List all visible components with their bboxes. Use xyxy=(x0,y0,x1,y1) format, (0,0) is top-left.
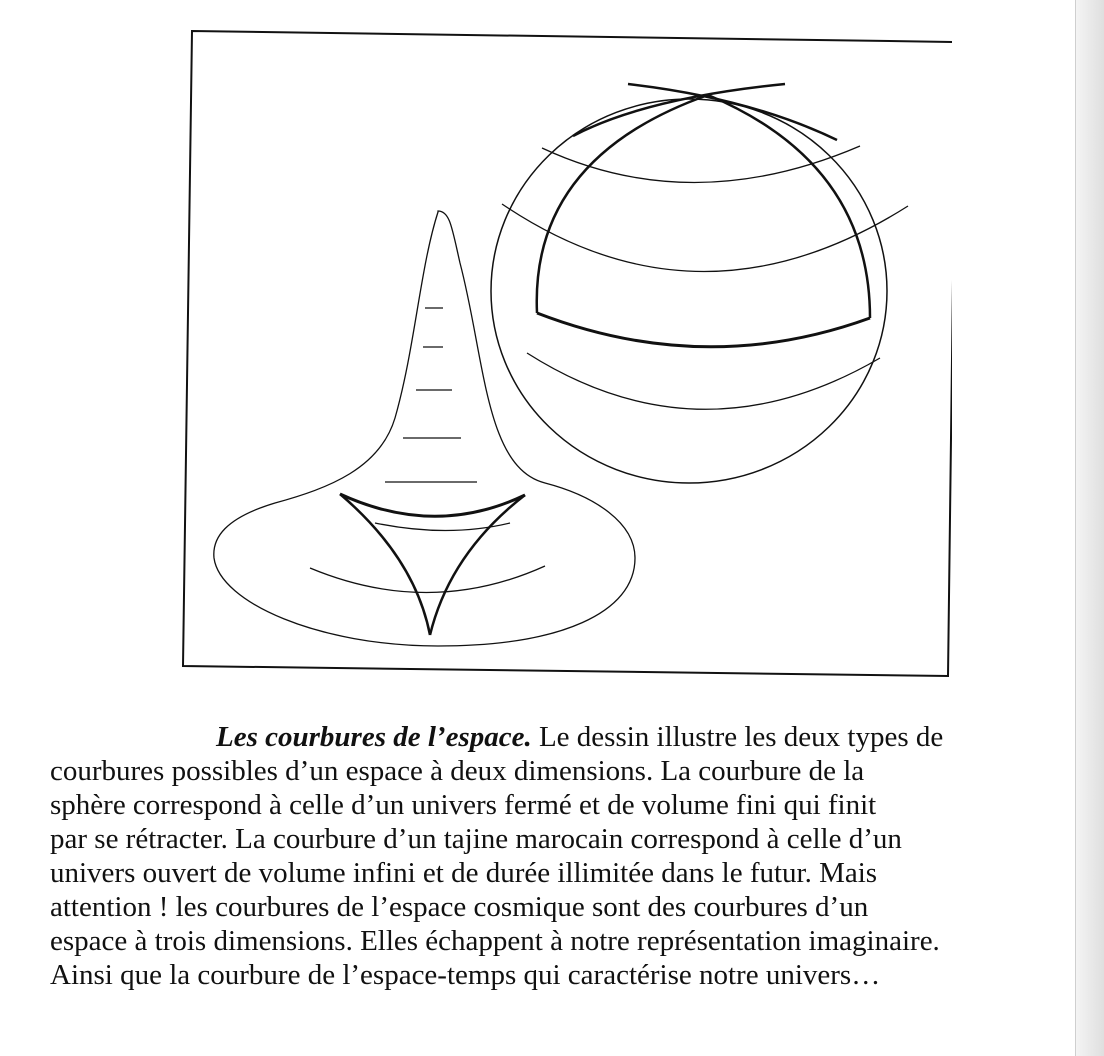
caption-text: Le dessin illustre les deux types de xyxy=(538,721,944,753)
tajine-lower-curve xyxy=(310,566,545,593)
caption-line-8: Ainsi que la courbure de l’espace-temps qui caractérise notre univers… xyxy=(50,959,881,991)
tajine-icon xyxy=(214,211,635,646)
caption-line-6: attention ! les courbures de l’espace cosmique sont des courbures d’un xyxy=(50,891,869,923)
caption-line-4: par se rétracter. La courbure d’un tajine marocain correspond à celle d’un xyxy=(50,823,902,855)
sphere-parallel-4 xyxy=(522,356,870,411)
figure-frame xyxy=(183,31,952,676)
tajine-triangle-top xyxy=(340,494,525,516)
caption-line-2: courbures possibles d’un espace à deux dimensions. La courbure de la xyxy=(50,755,865,787)
sphere-triangle-left xyxy=(537,95,708,313)
page-edge xyxy=(1075,0,1104,1056)
figure-caption xyxy=(50,720,1068,992)
tajine-outline xyxy=(214,211,635,646)
sphere-icon xyxy=(491,84,908,483)
caption-line-5: univers ouvert de volume infini et de durée illimitée dans le futur. Mais xyxy=(50,857,878,889)
sphere-parallel-3 xyxy=(527,353,880,409)
caption-title: Les courbures de l’espace. xyxy=(216,721,532,753)
caption-line-3: sphère correspond à celle d’un univers fermé et de volume fini qui finit xyxy=(50,789,877,821)
caption-line-1 xyxy=(50,720,1068,754)
figure-drawing xyxy=(180,28,952,678)
sphere-outline xyxy=(491,99,887,483)
figure-curvatures xyxy=(180,28,952,678)
sphere-triangle-right xyxy=(708,95,870,318)
sphere-triangle-base xyxy=(537,313,870,347)
caption-line-7: espace à trois dimensions. Elles échappent à notre représentation imaginaire. xyxy=(50,925,940,957)
sphere-arc-right xyxy=(628,84,837,140)
